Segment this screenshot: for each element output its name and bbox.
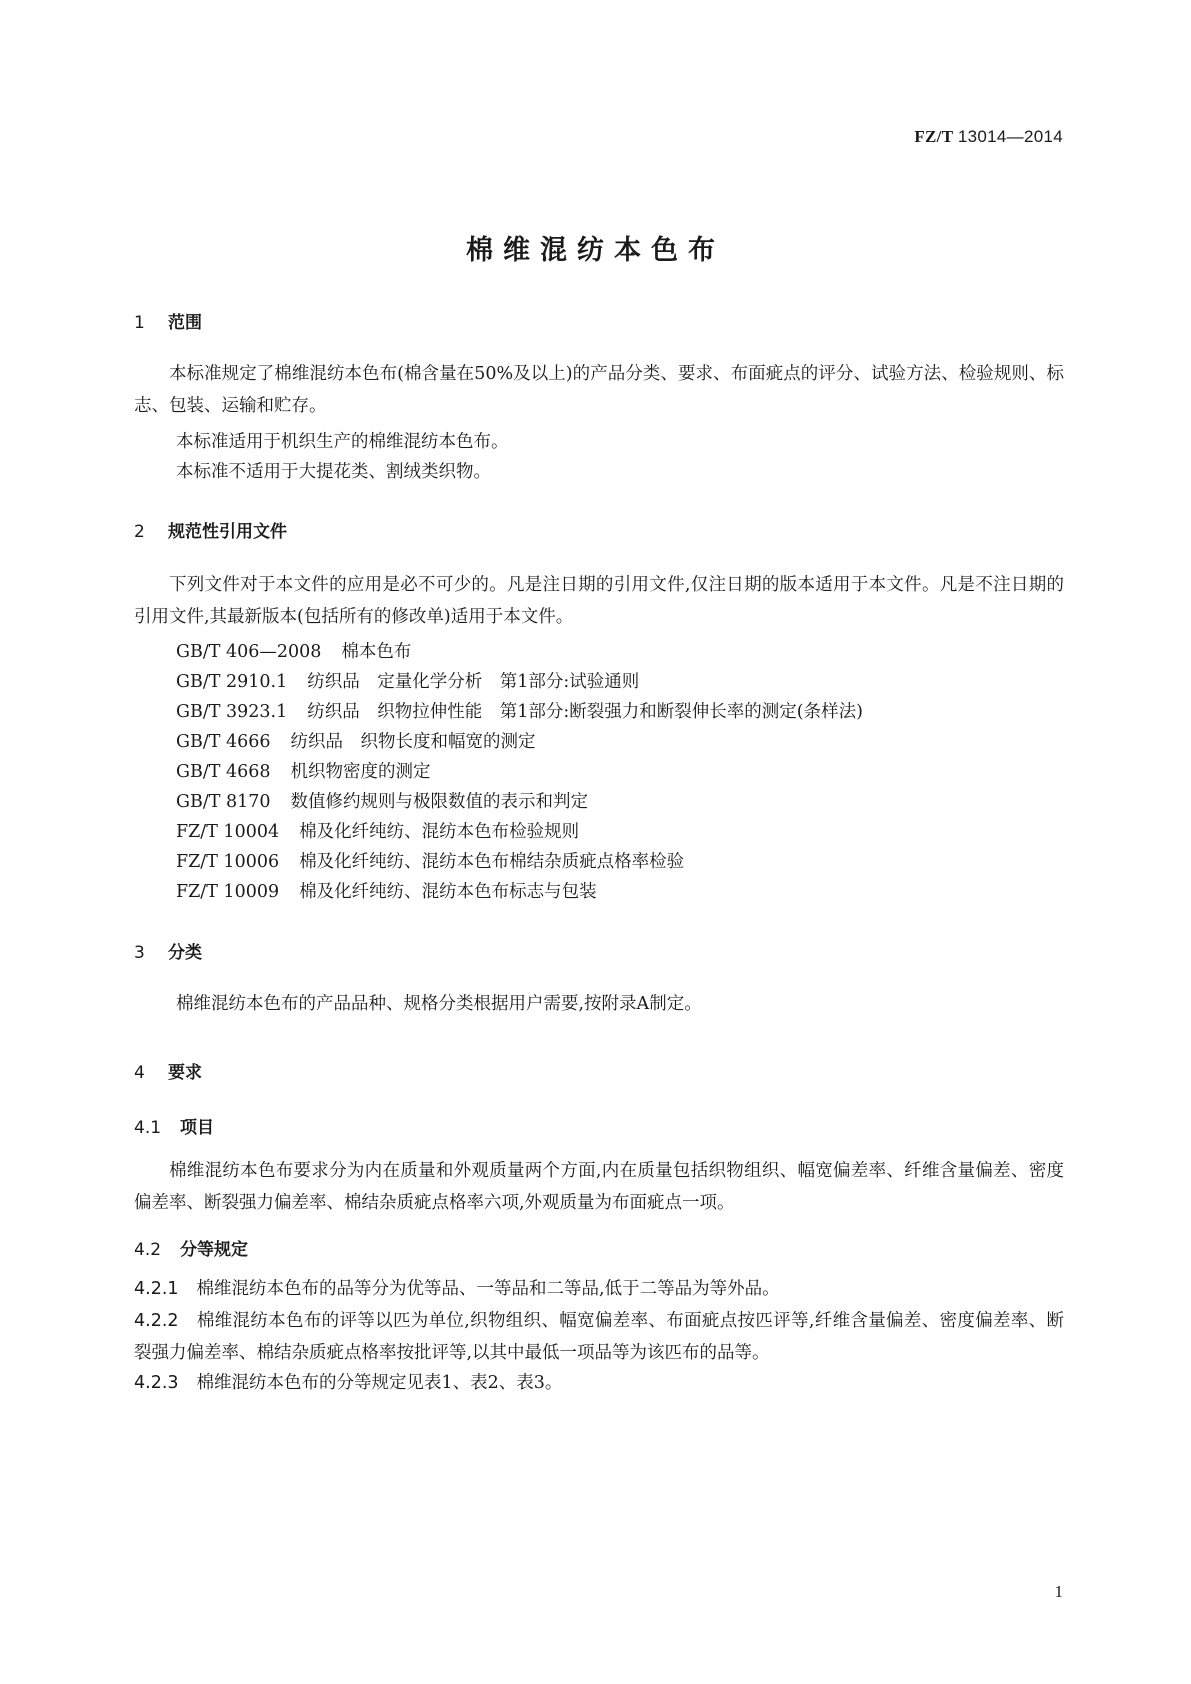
reference-title: 棉及化纤纯纺、混纺本色布标志与包装 xyxy=(299,882,597,902)
document-title: 棉维混纺本色布 xyxy=(466,235,725,266)
reference-item xyxy=(176,848,684,873)
scope-paragraph-2: 本标准适用于机织生产的棉维混纺本色布。 xyxy=(176,432,509,452)
items-paragraph: 棉维混纺本色布要求分为内在质量和外观质量两个方面,内在质量包括织物组织、幅宽偏差率、纤维含量偏差、密度偏差率、断裂强力偏差率、棉结杂质疵点格率六项,外观质量为布面疵点一项。 xyxy=(134,1161,1064,1213)
reference-code: GB/T 3923.1 xyxy=(176,702,288,722)
section-title: 分等规定 xyxy=(180,1240,248,1260)
section-heading-scope xyxy=(134,308,202,333)
section-heading-normative-references xyxy=(134,517,287,542)
section-title: 项目 xyxy=(180,1118,214,1138)
reference-code: GB/T 4666 xyxy=(176,732,271,752)
section-number: 4.2 xyxy=(134,1240,162,1260)
grading-clause xyxy=(134,1367,1064,1399)
reference-item xyxy=(176,728,536,753)
clause-text: 棉维混纺本色布的评等以匹为单位,织物组织、幅宽偏差率、布面疵点按匹评等,纤维含量偏差、密度偏差率、断裂强力偏差率、棉结杂质疵点格率按批评等,以其中最低一项品等为该匹布的品等。 xyxy=(134,1311,1064,1363)
subsection-heading-grading xyxy=(134,1235,248,1260)
reference-title: 棉本色布 xyxy=(341,642,412,662)
normative-intro: 下列文件对于本文件的应用是必不可少的。凡是注日期的引用文件,仅注日期的版本适用于本文件。凡是不注日期的引用文件,其最新版本(包括所有的修改单)适用于本文件。 xyxy=(134,575,1064,627)
reference-item xyxy=(176,638,411,663)
reference-title: 纺织品 织物长度和幅宽的测定 xyxy=(290,732,536,752)
reference-item xyxy=(176,758,431,783)
reference-title: 机织物密度的测定 xyxy=(290,762,431,782)
reference-title: 数值修约规则与极限数值的表示和判定 xyxy=(290,792,589,812)
clause-text: 棉维混纺本色布的品等分为优等品、一等品和二等品,低于二等品为等外品。 xyxy=(196,1279,780,1299)
clause-number: 4.2.2 xyxy=(134,1311,179,1331)
reference-title: 棉及化纤纯纺、混纺本色布棉结杂质疵点格率检验 xyxy=(299,852,685,872)
clause-text: 棉维混纺本色布的分等规定见表1、表2、表3。 xyxy=(196,1373,563,1393)
reference-item xyxy=(176,788,588,813)
clause-number: 4.2.3 xyxy=(134,1373,179,1393)
section-number: 4 xyxy=(134,1063,145,1083)
section-heading-classification xyxy=(134,938,202,963)
scope-paragraph-3: 本标准不适用于大提花类、割绒类织物。 xyxy=(176,462,491,482)
section-heading-requirements xyxy=(134,1058,202,1083)
reference-item xyxy=(176,818,579,843)
reference-code: FZ/T 10004 xyxy=(176,822,280,842)
reference-code: GB/T 8170 xyxy=(176,792,271,812)
reference-title: 纺织品 织物拉伸性能 第1部分:断裂强力和断裂伸长率的测定(条样法) xyxy=(307,702,863,722)
classification-paragraph: 棉维混纺本色布的产品品种、规格分类根据用户需要,按附录A制定。 xyxy=(176,994,702,1014)
section-number: 3 xyxy=(134,943,145,963)
reference-code: GB/T 4668 xyxy=(176,762,271,782)
standard-code: FZ/T xyxy=(914,127,954,146)
section-title: 要求 xyxy=(168,1063,202,1083)
reference-title: 纺织品 定量化学分析 第1部分:试验通则 xyxy=(307,672,640,692)
scope-paragraph-1: 本标准规定了棉维混纺本色布(棉含量在50%及以上)的产品分类、要求、布面疵点的评分、试验方法、检验规则、标志、包装、运输和贮存。 xyxy=(134,364,1064,416)
reference-item xyxy=(176,878,597,903)
subsection-heading-items xyxy=(134,1113,214,1138)
section-title: 范围 xyxy=(168,313,202,333)
reference-item xyxy=(176,698,863,723)
section-number: 2 xyxy=(134,522,145,542)
standard-number-value: 13014—2014 xyxy=(957,127,1063,146)
section-title: 规范性引用文件 xyxy=(168,522,287,542)
reference-item xyxy=(176,668,639,693)
section-number: 1 xyxy=(134,313,145,333)
standard-number xyxy=(914,127,1063,147)
reference-code: GB/T 2910.1 xyxy=(176,672,288,692)
section-number: 4.1 xyxy=(134,1118,162,1138)
section-title: 分类 xyxy=(168,943,202,963)
reference-code: FZ/T 10009 xyxy=(176,882,280,902)
grading-clause xyxy=(134,1305,1064,1369)
reference-code: GB/T 406—2008 xyxy=(176,642,322,662)
reference-code: FZ/T 10006 xyxy=(176,852,280,872)
page-number: 1 xyxy=(1054,1582,1063,1601)
reference-title: 棉及化纤纯纺、混纺本色布检验规则 xyxy=(299,822,580,842)
clause-number: 4.2.1 xyxy=(134,1279,179,1299)
grading-clause xyxy=(134,1273,1064,1305)
